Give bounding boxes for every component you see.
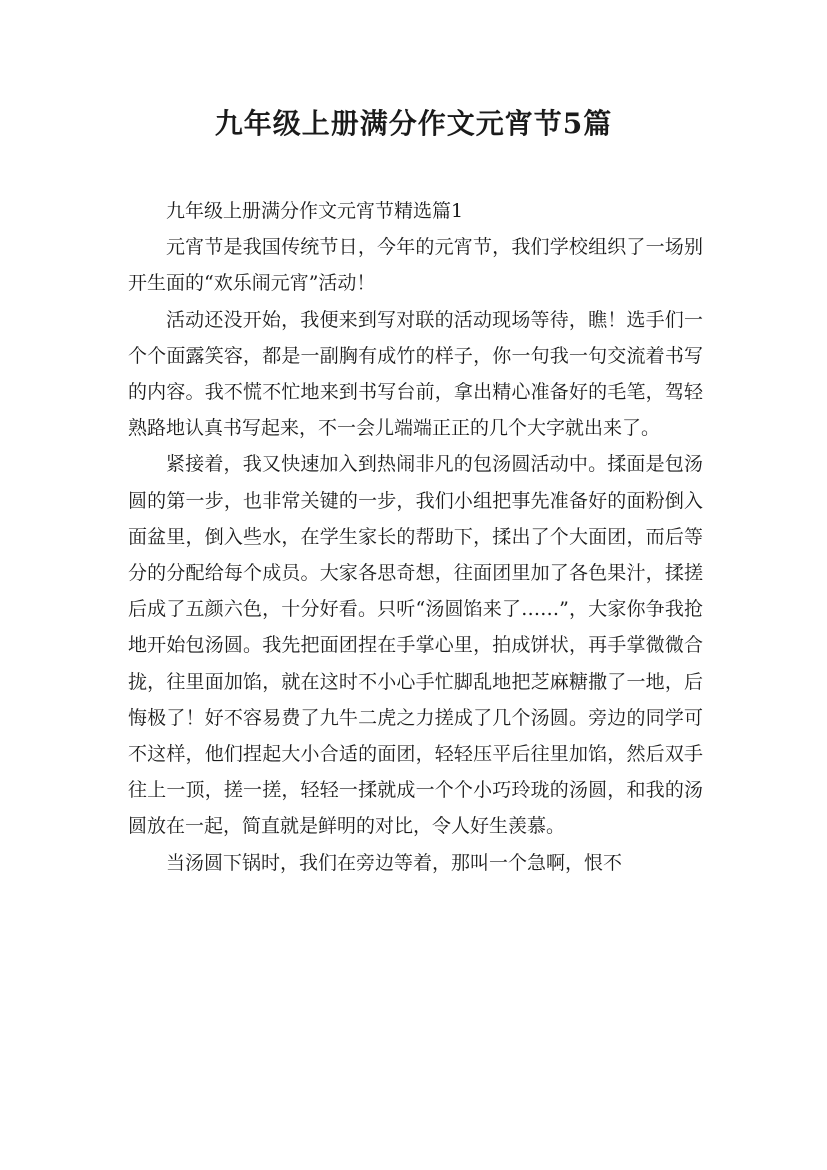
paragraph: 当汤圆下锅时，我们在旁边等着，那叫一个急啊，恨不: [166, 851, 623, 874]
document-body: [128, 193, 703, 881]
paragraph: 元宵节是我国传统节日，今年的元宵节，我们学校组织了一场别开生面的“欢乐闹元宵”活动！: [128, 236, 703, 295]
document-title: 九年级上册满分作文元宵节5篇: [214, 107, 613, 140]
paragraph: 紧接着，我又快速加入到热闹非凡的包汤圆活动中。揉面是包汤圆的第一步，也非常关键的一步，我们小组把事先准备好的面粉倒入面盆里，倒入些水，在学生家长的帮助下，揉出了个大面团，而后等分的分配给每个成员。大家各思奇想，往面团里加了各色果汁，揉搓后成了五颜六色，十分好看。只听“汤圆馅来了……”，大家你争我抢地开始包汤圆。我先把面团捏在手掌心里，拍成饼状，再手掌微微合拢，往里面加馅，就在这时不小心手忙脚乱地把芝麻糖撒了一地，后悔极了！好不容易费了九牛二虎之力搓成了几个汤圆。旁边的同学可不这样，他们捏起大小合适的面团，轻轻压平后往里加馅，然后双手往上一顶，搓一搓，轻轻一揉就成一个个小巧玲珑的汤圆，和我的汤圆放在一起，简直就是鲜明的对比，令人好生羡慕。: [128, 453, 703, 838]
section-heading: 九年级上册满分作文元宵节精选篇1: [166, 200, 464, 222]
paragraph: 活动还没开始，我便来到写对联的活动现场等待，瞧！选手们一个个面露笑容，都是一副胸有成竹的样子，你一句我一句交流着书写的内容。我不慌不忙地来到书写台前，拿出精心准备好的毛笔，驾轻熟路地认真书写起来，不一会儿端端正正的几个大字就出来了。: [128, 308, 703, 440]
